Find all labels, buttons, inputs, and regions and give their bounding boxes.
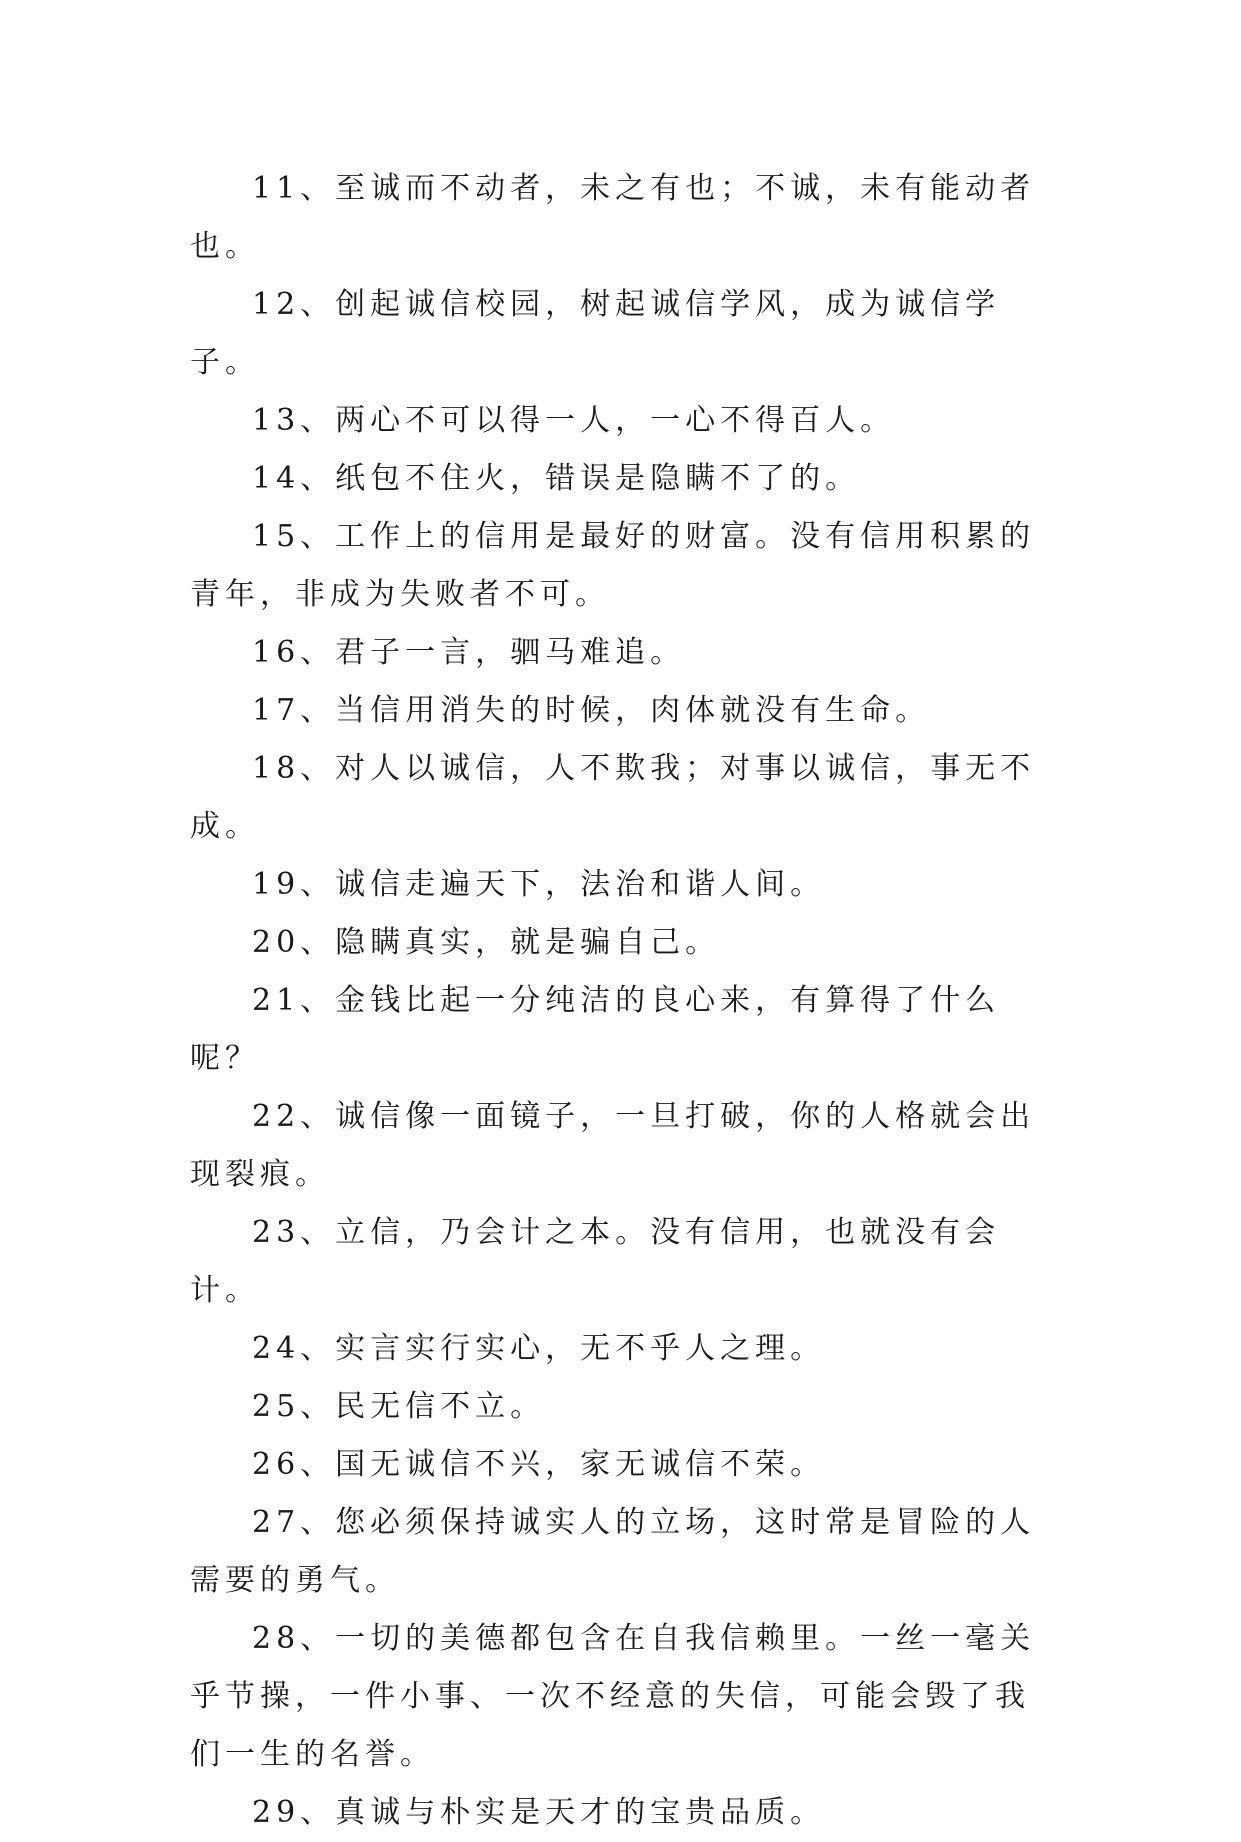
document-body: [190, 160, 1060, 1842]
paragraph-22: 22、诚信像一面镜子，一旦打破，你的人格就会出现裂痕。: [190, 1099, 1036, 1192]
paragraph-12: 12、创起诚信校园，树起诚信学风，成为诚信学子。: [190, 287, 1001, 380]
paragraph-21: 21、金钱比起一分纯洁的良心来，有算得了什么呢？: [190, 983, 1001, 1076]
paragraph-23: 23、立信，乃会计之本。没有信用，也就没有会计。: [190, 1215, 1001, 1308]
paragraph-15: 15、工作上的信用是最好的财富。没有信用积累的青年，非成为失败者不可。: [190, 519, 1036, 612]
paragraph-28: 28、一切的美德都包含在自我信赖里。一丝一毫关乎节操，一件小事、一次不经意的失信，可能会毁了我们一生的名誉。: [190, 1621, 1036, 1772]
paragraph-29: 29、真诚与朴实是天才的宝贵品质。: [252, 1795, 826, 1830]
paragraph-26: 26、国无诚信不兴，家无诚信不荣。: [252, 1447, 826, 1482]
paragraph-24: 24、实言实行实心，无不乎人之理。: [252, 1331, 826, 1366]
paragraph-20: 20、隐瞒真实，就是骗自己。: [252, 925, 721, 960]
paragraph-11: 11、至诚而不动者，未之有也；不诚，未有能动者也。: [190, 171, 1036, 264]
paragraph-27: 27、您必须保持诚实人的立场，这时常是冒险的人需要的勇气。: [190, 1505, 1036, 1598]
paragraph-18: 18、对人以诚信，人不欺我；对事以诚信，事无不成。: [190, 751, 1036, 844]
paragraph-17: 17、当信用消失的时候，肉体就没有生命。: [252, 693, 931, 728]
paragraph-19: 19、诚信走遍天下，法治和谐人间。: [252, 867, 826, 902]
paragraph-16: 16、君子一言，驷马难追。: [252, 635, 686, 670]
paragraph-13: 13、两心不可以得一人，一心不得百人。: [252, 403, 896, 438]
paragraph-14: 14、纸包不住火，错误是隐瞒不了的。: [252, 461, 861, 496]
paragraph-25: 25、民无信不立。: [252, 1389, 546, 1424]
